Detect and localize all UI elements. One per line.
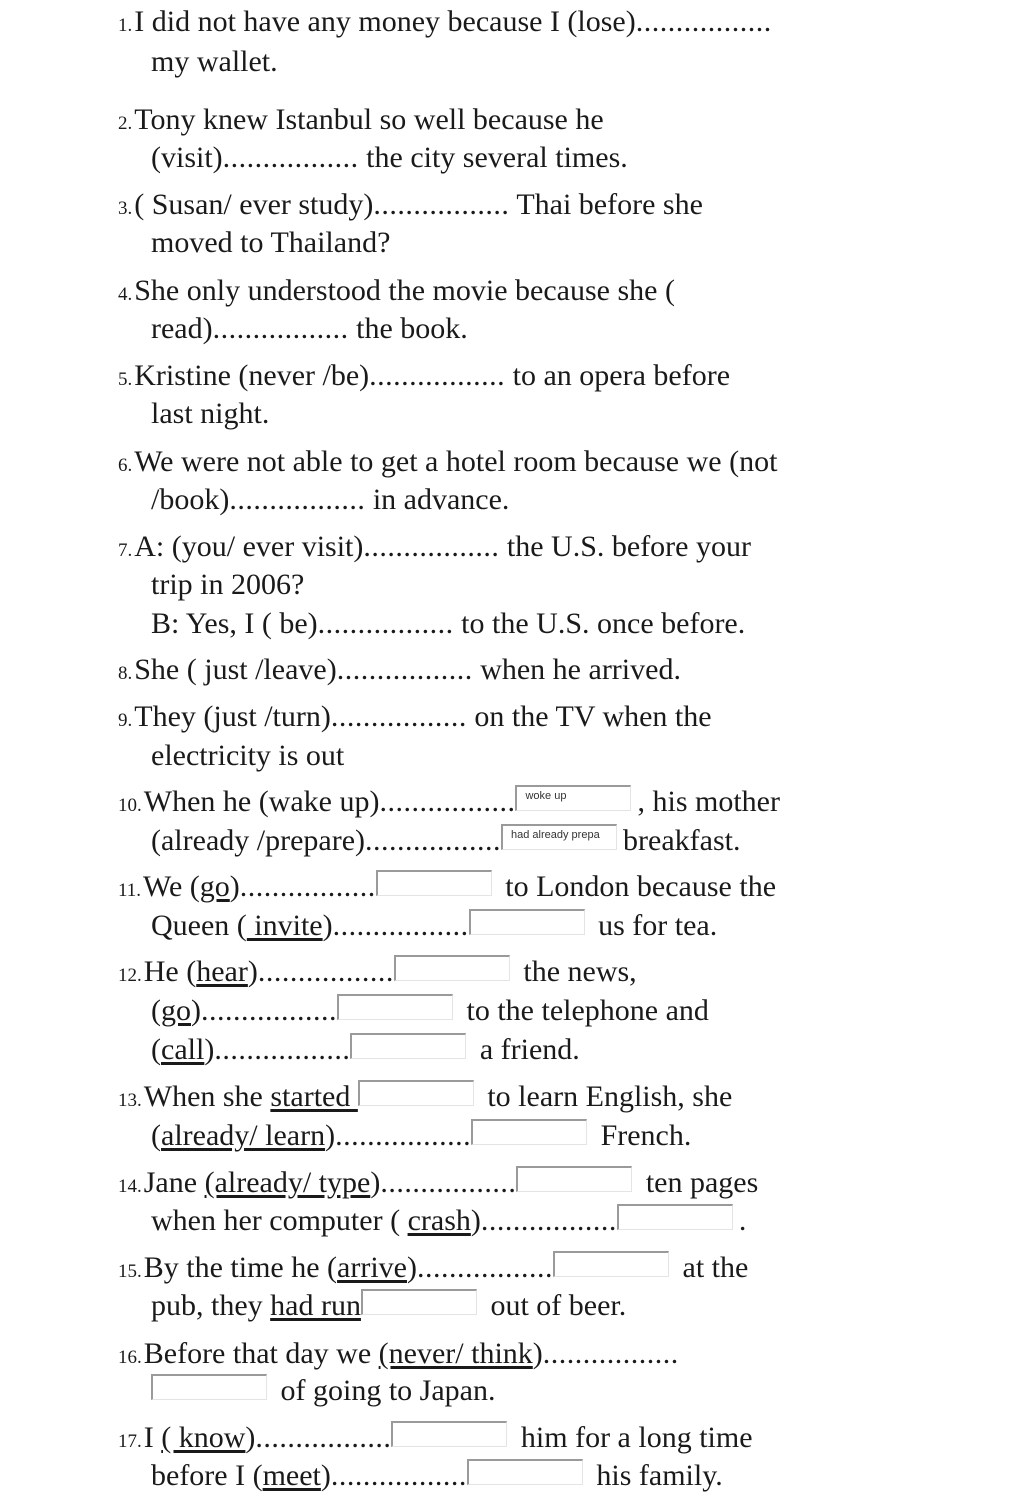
blank-dots: ................. <box>365 824 502 857</box>
exercise-number: 6. <box>118 455 133 476</box>
blank-dots: ................. <box>330 700 467 733</box>
verb-hint: started <box>270 1080 358 1113</box>
exercise-text: in advance. <box>365 483 510 516</box>
exercise-text: ) <box>229 870 240 903</box>
exercise-11-line <box>118 870 776 908</box>
verb-hint: hear <box>196 955 248 988</box>
exercise-text: to London because the <box>497 870 777 903</box>
verb-hint: arrive <box>337 1251 407 1284</box>
exercise-text: I did not have any money because I (lose) <box>134 5 636 38</box>
blank-dots: ................. <box>212 312 349 345</box>
exercise-text: (visit) <box>151 141 223 174</box>
blank-dots: ................. <box>635 5 772 38</box>
answer-input[interactable]: woke up <box>515 785 631 811</box>
exercise-3-line <box>118 188 703 226</box>
exercise-text: ) <box>470 1204 481 1237</box>
exercise-3-line <box>151 226 390 260</box>
blank-dots: ................. <box>363 530 500 563</box>
exercise-text: to the telephone and <box>459 994 709 1027</box>
exercise-1-line <box>118 5 772 43</box>
answer-input[interactable] <box>151 1374 267 1400</box>
exercise-text: when he arrived. <box>472 653 681 686</box>
exercise-number: 17. <box>118 1431 142 1452</box>
exercise-text: to the U.S. once before. <box>453 607 746 640</box>
blank-dots: ................. <box>336 653 473 686</box>
exercise-text: moved to Thailand? <box>151 226 391 259</box>
exercise-text: Kristine (never /be) <box>134 359 370 392</box>
blank-dots: ................. <box>257 955 394 988</box>
verb-hint: (already/ type <box>204 1166 371 1199</box>
exercise-text: ) <box>245 1421 256 1454</box>
blank-dots: ................. <box>380 1166 517 1199</box>
exercise-text: She ( just /leave) <box>134 653 337 686</box>
exercise-4-line <box>151 312 468 346</box>
exercise-text: ten pages <box>638 1166 759 1199</box>
exercise-number: 8. <box>118 663 133 684</box>
blank-dots: ................. <box>379 785 516 818</box>
answer-input[interactable] <box>394 955 510 981</box>
exercise-15-line <box>118 1251 748 1289</box>
exercise-number: 15. <box>118 1261 142 1282</box>
answer-input[interactable] <box>467 1459 583 1485</box>
exercise-text: us for tea. <box>590 909 718 942</box>
exercise-text: of going to Japan. <box>273 1374 496 1407</box>
answer-input[interactable] <box>337 994 453 1020</box>
verb-hint: invite <box>246 909 323 942</box>
exercise-7-line <box>151 607 745 641</box>
exercise-text: at the <box>675 1251 749 1284</box>
exercise-17-line <box>151 1459 723 1493</box>
verb-hint: go <box>161 994 191 1027</box>
blank-dots: ................. <box>417 1251 553 1284</box>
exercise-9-line <box>118 700 712 738</box>
exercise-number: 1. <box>118 15 133 36</box>
exercise-2-line <box>151 141 628 175</box>
exercise-text: He ( <box>143 955 197 988</box>
exercise-7-line <box>118 530 751 568</box>
exercise-14-line <box>118 1166 758 1204</box>
exercise-text: when her computer ( <box>151 1204 408 1237</box>
exercise-text: ) <box>320 1459 331 1492</box>
exercise-text: B: Yes, I ( be) <box>151 607 318 640</box>
exercise-text: last night. <box>151 397 270 430</box>
exercise-7-line <box>151 568 304 602</box>
exercise-text: /book) <box>151 483 230 516</box>
exercise-number: 5. <box>118 369 133 390</box>
blank-dots: ................. <box>369 359 506 392</box>
exercise-text: the book. <box>348 312 468 345</box>
exercise-text: ( <box>151 1033 161 1066</box>
exercise-text: trip in 2006? <box>151 568 305 601</box>
blank-dots: ................. <box>214 1033 351 1066</box>
blank-dots: ................. <box>222 141 359 174</box>
exercise-16-line <box>151 1374 495 1408</box>
exercise-text: him for a long time <box>513 1421 753 1454</box>
exercise-6-line <box>151 483 509 517</box>
blank-dots: ................. <box>335 1119 472 1152</box>
answer-input[interactable] <box>361 1289 477 1315</box>
exercise-text: ) <box>247 955 258 988</box>
exercise-text: ) <box>322 909 333 942</box>
exercise-12-line <box>151 1033 580 1067</box>
blank-dots: ................. <box>229 483 366 516</box>
exercise-15-line <box>151 1289 626 1323</box>
exercise-10-line <box>151 824 740 858</box>
exercise-2-line <box>118 103 604 141</box>
exercise-13-line <box>118 1080 732 1118</box>
exercise-text: my wallet. <box>151 45 278 78</box>
blank-dots: ................. <box>542 1337 679 1370</box>
exercise-text: When he (wake up) <box>143 785 380 818</box>
exercise-10-line <box>118 785 780 823</box>
exercise-text: They (just /turn) <box>134 700 331 733</box>
exercise-text: When she <box>143 1080 271 1113</box>
exercise-number: 3. <box>118 198 133 219</box>
exercise-text: Jane <box>143 1166 205 1199</box>
exercise-number: 13. <box>118 1090 142 1111</box>
exercise-6-line <box>118 445 777 483</box>
exercise-text: his family. <box>588 1459 723 1492</box>
verb-hint: call <box>161 1033 205 1066</box>
answer-input[interactable] <box>391 1421 507 1447</box>
exercise-16-line <box>118 1337 679 1375</box>
exercise-text: (already /prepare) <box>151 824 366 857</box>
exercise-12-line <box>151 994 709 1028</box>
verb-hint: had run <box>270 1289 361 1322</box>
exercise-text: to an opera before <box>505 359 731 392</box>
exercise-text: breakfast. <box>623 824 741 857</box>
exercise-text: out of beer. <box>482 1289 627 1322</box>
exercise-text: ) <box>204 1033 215 1066</box>
answer-input[interactable] <box>376 870 492 896</box>
blank-dots: ................. <box>317 607 454 640</box>
exercise-text: Tony knew Istanbul so well because he <box>134 103 604 136</box>
exercise-text: the news, <box>515 955 637 988</box>
exercise-text: We were not able to get a hotel room because we (not <box>134 445 778 478</box>
exercise-text: the U.S. before your <box>499 530 751 563</box>
exercise-text: ) <box>407 1251 417 1284</box>
verb-hint: meet <box>262 1459 321 1492</box>
answer-input[interactable] <box>471 1119 587 1145</box>
exercise-number: 10. <box>118 795 142 816</box>
exercise-number: 9. <box>118 710 133 731</box>
exercise-text: She only understood the movie because she ( <box>134 274 675 307</box>
blank-dots: ................. <box>332 909 469 942</box>
exercise-text: ( <box>151 1119 161 1152</box>
exercise-text: ( <box>151 994 161 1027</box>
exercise-14-line <box>151 1204 746 1238</box>
exercise-number: 2. <box>118 113 133 134</box>
blank-dots: ................. <box>373 188 510 221</box>
exercise-number: 7. <box>118 540 133 561</box>
answer-input[interactable]: had already prepa <box>501 824 617 850</box>
exercise-8-line <box>118 653 681 691</box>
exercise-number: 4. <box>118 284 133 305</box>
answer-input[interactable] <box>516 1166 632 1192</box>
exercise-4-line <box>118 274 675 312</box>
exercise-5-line <box>118 359 730 397</box>
exercise-11-line <box>151 909 717 943</box>
verb-hint: already/ learn <box>161 1119 326 1152</box>
exercise-5-line <box>151 397 269 431</box>
exercise-text: the city several times. <box>358 141 628 174</box>
verb-hint: go <box>199 870 230 903</box>
exercise-text: Before that day we <box>143 1337 379 1370</box>
exercise-text: ) <box>325 1119 336 1152</box>
verb-hint: ( know <box>161 1421 246 1454</box>
blank-dots: ................. <box>330 1459 467 1492</box>
exercise-text: I <box>143 1421 162 1454</box>
exercise-text: electricity is out <box>151 739 345 772</box>
exercise-9-line <box>151 739 344 773</box>
exercise-text: a friend. <box>472 1033 580 1066</box>
exercise-17-line <box>118 1421 753 1459</box>
exercise-text: By the time he ( <box>143 1251 338 1284</box>
exercise-text: ( Susan/ ever study) <box>134 188 374 221</box>
exercise-13-line <box>151 1119 691 1153</box>
exercise-12-line <box>118 955 637 993</box>
blank-dots: ................. <box>201 994 337 1027</box>
exercise-text: Thai before she <box>509 188 703 221</box>
exercise-number: 14. <box>118 1176 142 1197</box>
exercise-text: on the TV when the <box>466 700 712 733</box>
answer-input[interactable] <box>469 909 585 935</box>
exercise-number: 16. <box>118 1347 142 1368</box>
verb-hint: (never/ think <box>378 1337 533 1370</box>
verb-hint: crash <box>407 1204 471 1237</box>
exercise-1-line <box>151 45 278 79</box>
exercise-text: Queen ( <box>151 909 247 942</box>
answer-input[interactable] <box>553 1251 669 1277</box>
answer-input[interactable] <box>358 1080 474 1106</box>
exercise-text: ) <box>370 1166 381 1199</box>
exercise-text: . <box>738 1204 747 1237</box>
exercise-text: , his mother <box>637 785 780 818</box>
exercise-number: 12. <box>118 965 142 986</box>
blank-dots: ................. <box>480 1204 617 1237</box>
exercise-text: ) <box>191 994 201 1027</box>
answer-input[interactable] <box>350 1033 466 1059</box>
answer-input[interactable] <box>617 1204 733 1230</box>
exercise-text: A: (you/ ever visit) <box>134 530 364 563</box>
blank-dots: ................. <box>255 1421 392 1454</box>
blank-dots: ................. <box>239 870 376 903</box>
exercise-number: 11. <box>118 880 142 901</box>
exercise-text: pub, they <box>151 1289 271 1322</box>
exercise-text: ) <box>532 1337 543 1370</box>
exercise-text: before I ( <box>151 1459 263 1492</box>
exercise-text: read) <box>151 312 213 345</box>
exercise-text: We ( <box>143 870 200 903</box>
exercise-text: French. <box>593 1119 692 1152</box>
exercise-text: to learn English, she <box>479 1080 733 1113</box>
